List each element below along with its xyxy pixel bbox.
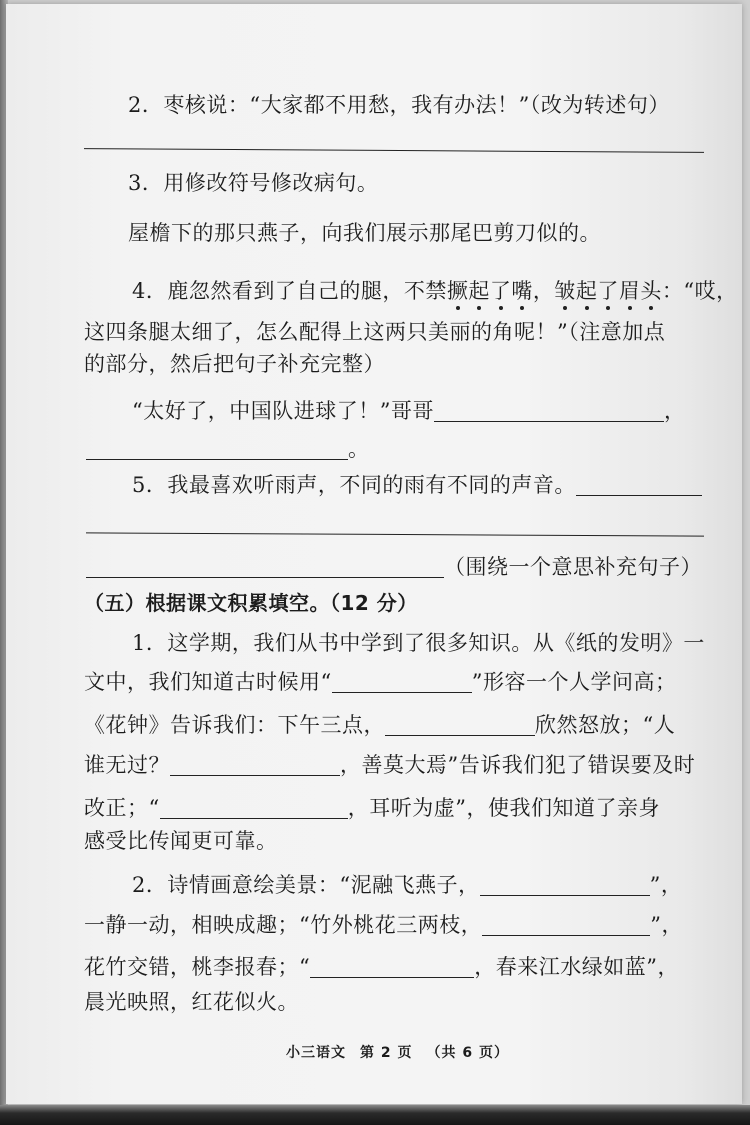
s5-q2-text-a: 2．诗情画意绘美景：“泥融飞燕子，	[132, 873, 480, 897]
answer-blank-s5-q1-a[interactable]	[332, 670, 472, 693]
emphasis-char: 嘴	[511, 279, 533, 303]
question-5	[132, 470, 702, 500]
s5-q1-line-4	[84, 750, 695, 780]
s5-q2-line-2	[84, 910, 683, 940]
footer-total-pages: （共 6 页）	[426, 1045, 509, 1061]
question-5-text: 5．我最喜欢听雨声，不同的雨有不同的声音。	[132, 473, 576, 497]
emphasis-char: 头	[640, 279, 662, 303]
emphasis-char: 皱	[554, 279, 576, 303]
s5-q2-line-1	[132, 870, 682, 900]
s5-q2-text-b: ”，	[649, 873, 683, 897]
s5-q1-text-h: ，耳听为虚”，使我们知道了亲身	[347, 796, 660, 820]
answer-blank-s5-q2-a[interactable]	[480, 873, 650, 896]
question-4-prompt	[132, 396, 685, 426]
footer-page-number: 第 2 页	[360, 1045, 413, 1061]
s5-q2-line-4: 晨光映照，红花似火。	[84, 990, 299, 1014]
exam-page	[6, 4, 742, 1104]
s5-q2-text-c: 一静一动，相映成趣；“竹外桃花三两枝，	[84, 913, 483, 937]
question-4-line-1	[132, 276, 738, 306]
s5-q1-text-c: 《花钟》告诉我们：下午三点，	[84, 713, 385, 737]
emphasis-char: 眉	[618, 279, 641, 303]
answer-blank-q5-b[interactable]	[86, 555, 444, 578]
s5-q1-line-3	[84, 710, 675, 740]
dotted-phrase-2	[554, 279, 662, 303]
answer-line-q2[interactable]	[84, 148, 704, 153]
question-4-text: 4．鹿忽然看到了自己的腿，不禁	[132, 279, 447, 303]
question-5-note-line	[86, 552, 702, 582]
period-end: 。	[348, 437, 370, 461]
emphasis-char: 了	[597, 279, 619, 303]
question-2: 2．枣核说：“大家都不用愁，我有办法！”（改为转述句）	[128, 93, 670, 117]
page-footer	[286, 1042, 523, 1062]
s5-q1-text-a: 文中，我们知道古时候用“	[84, 670, 332, 694]
footer-subject: 小三语文	[286, 1045, 346, 1061]
answer-blank-q5-a[interactable]	[576, 473, 702, 496]
s5-q2-line-3	[84, 952, 679, 982]
s5-q1-line-2	[84, 667, 677, 697]
s5-q1-text-b: ”形容一个人学问高；	[471, 670, 677, 694]
question-4-prompt-text: “太好了，中国队进球了！”哥哥	[132, 399, 434, 423]
s5-q1-text-e: 谁无过？	[84, 753, 170, 777]
comma-end: ，	[663, 399, 686, 423]
emphasis-char: 了	[489, 279, 512, 303]
s5-q1-line-6: 感受比传闻更可靠。	[84, 829, 278, 853]
answer-blank-s5-q2-c[interactable]	[310, 955, 474, 978]
question-4-line-2: 这四条腿太细了，怎么配得上这两只美丽的角呢！”（注意加点	[84, 320, 666, 344]
dotted-phrase-1	[447, 279, 533, 303]
s5-q1-line-1: 1．这学期，我们从书中学到了很多知识。从《纸的发明》一	[132, 631, 705, 655]
s5-q1-line-5	[84, 793, 660, 823]
scan-bottom-edge	[0, 1105, 750, 1125]
answer-blank-q4-a[interactable]	[434, 399, 664, 422]
emphasis-char: 撅	[446, 279, 469, 303]
question-4-continue	[86, 434, 370, 464]
emphasis-char: 起	[468, 279, 490, 303]
comma: ，	[532, 279, 555, 303]
question-3-sentence: 屋檐下的那只燕子，向我们展示那尾巴剪刀似的。	[128, 221, 601, 245]
answer-blank-s5-q1-d[interactable]	[160, 796, 348, 819]
s5-q2-text-f: ，春来江水绿如蓝”，	[474, 955, 679, 979]
answer-blank-s5-q1-c[interactable]	[170, 753, 340, 776]
s5-q2-text-e: 花竹交错，桃李报春；“	[84, 955, 311, 979]
section-5-title: （五）根据课文积累填空。（12 分）	[84, 591, 418, 615]
emphasis-char: 起	[575, 279, 598, 303]
question-3: 3．用修改符号修改病句。	[128, 171, 379, 195]
answer-blank-s5-q1-b[interactable]	[385, 713, 535, 736]
answer-blank-q4-b[interactable]	[86, 437, 348, 460]
s5-q1-text-d: 欣然怒放；“人	[535, 713, 676, 737]
answer-blank-s5-q2-b[interactable]	[482, 913, 650, 936]
question-4-line-3: 的部分，然后把句子补充完整）	[84, 352, 385, 376]
s5-q1-text-g: 改正；“	[84, 796, 160, 820]
question-4-text-end: ：“哎，	[661, 279, 738, 303]
answer-line-q5[interactable]	[86, 532, 704, 536]
s5-q1-text-f: ，善莫大焉”告诉我们犯了错误要及时	[340, 753, 696, 777]
question-5-note: （围绕一个意思补充句子）	[444, 555, 702, 579]
s5-q2-text-d: ”，	[650, 913, 683, 937]
